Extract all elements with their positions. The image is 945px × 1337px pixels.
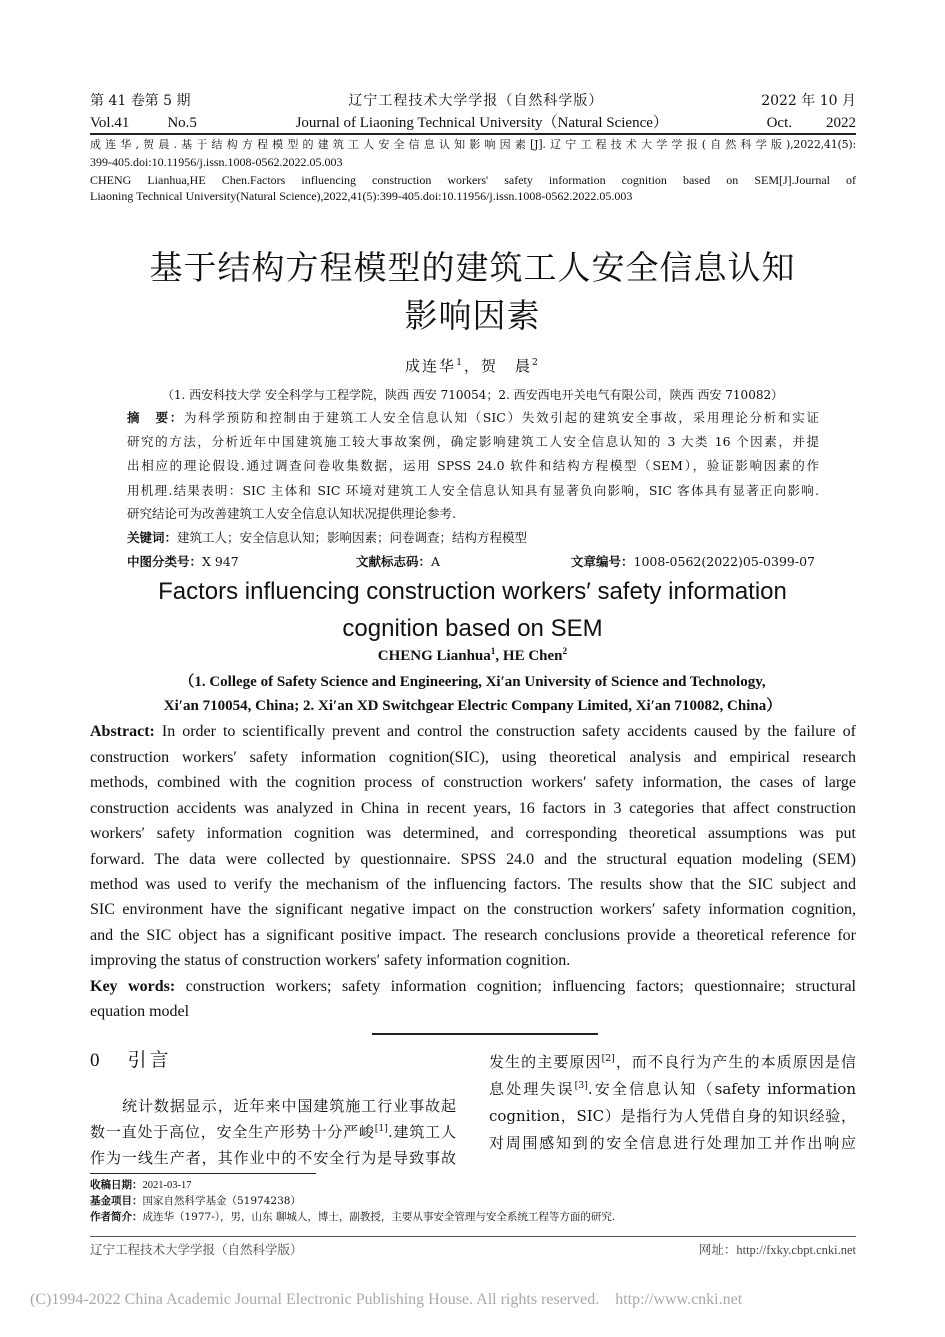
clc-value: X 947 — [202, 554, 239, 569]
doc-code-label: 文献标志码： — [356, 554, 432, 569]
author-bio-label: 作者简介： — [90, 1211, 143, 1223]
abstract-en-line: construction workers′ safety information cognition(SIC), using theoretical analysis and empirical research — [90, 749, 856, 766]
body-right-line3: cognition，SIC）是指行为人凭借自身的知识经验， — [489, 1107, 856, 1125]
footnote-fund — [90, 1194, 301, 1208]
reference-link-3[interactable]: [3] — [574, 1080, 588, 1091]
authors-en — [0, 646, 945, 666]
clc-number — [127, 552, 239, 572]
journal-name-cn: 辽宁工程技术大学学报（自然科学版） — [348, 93, 604, 109]
section-heading — [90, 1047, 172, 1074]
abstract-en-line: and the SIC object has a significant positive impact. The research conclusions provide a theoretical reference for — [90, 927, 856, 944]
section-title: 引言 — [127, 1049, 172, 1071]
abstract-en-line: improving the status of construction workers′ safety information cognition. — [90, 952, 571, 969]
abstract-cn-line: 研究结论可为改善建筑工人安全信息认知状况提供理论参考. — [127, 506, 456, 521]
body-left-line1: 统计数据显示，近年来中国建筑施工行业事故起 — [122, 1097, 456, 1115]
footer-url-label: 网址： — [698, 1242, 737, 1257]
author-cn-2: 贺 晨 — [481, 357, 533, 375]
article-number-label: 文章编号： — [571, 554, 634, 569]
body-left-line2 — [90, 1121, 456, 1143]
author-cn-1-affil: 1 — [456, 357, 464, 368]
author-cn-1: 成连华 — [405, 357, 457, 375]
abstract-en-line — [90, 721, 856, 743]
journal-name-en: Journal of Liaoning Technical University（Natural Science） — [295, 115, 668, 131]
volume-en: Vol.41 — [90, 115, 130, 131]
issue-cn: 第 41 卷第 5 期 — [90, 93, 191, 109]
received-date: 2021-03-17 — [142, 1180, 192, 1191]
footnote-author — [90, 1210, 615, 1224]
abstract-cn-line — [127, 407, 819, 429]
body-left-text: .建筑工人 — [387, 1123, 456, 1141]
clc-label: 中图分类号： — [127, 554, 203, 569]
footer-journal: 辽宁工程技术大学学报（自然科学版） — [90, 1242, 303, 1257]
header-rule — [90, 133, 856, 135]
author-bio-value: 成连华（1977-），男，山东 聊城人，博士，副教授，主要从事安全管理与安全系统工程等方面的研究. — [142, 1211, 616, 1223]
author-en-2-affil: 2 — [562, 647, 568, 657]
date-cn: 2022 年 10 月 — [761, 93, 856, 109]
keywords-en-line2: equation model — [90, 1003, 190, 1020]
footnote-rule — [90, 1173, 316, 1174]
abstract-cn-line: 出相应的理论假设.通过调查问卷收集数据，运用 SPSS 24.0 软件和结构方程模型（SEM），验证影响因素的作 — [127, 458, 819, 473]
authors-cn — [0, 356, 945, 376]
citation-cn-line1: 成连华,贺晨.基于结构方程模型的建筑工人安全信息认知影响因素[J].辽宁工程技术大学学报(自然科学版),2022,41(5): — [90, 138, 856, 151]
doc-code-value: A — [431, 554, 441, 569]
body-left-text: 数一直处于高位，安全生产形势十分严峻 — [90, 1123, 375, 1141]
affiliation-en-line1: （1. College of Safety Science and Engineering, Xi′an University of Science and Technology, — [179, 674, 766, 690]
article-number-value: 1008-0562(2022)05-0399-07 — [633, 554, 815, 569]
article-number — [571, 552, 815, 572]
author-separator: ， — [463, 357, 481, 375]
abstract-en-line: methods, combined with the cognition process of construction workers′ safety information, the cases of large — [90, 774, 856, 791]
title-en-line1: Factors influencing construction workers′ safety information — [158, 578, 787, 605]
number-en: No.5 — [167, 115, 197, 131]
keywords-en-text: construction workers; safety information cognition; influencing factors; questionnaire; structural — [175, 978, 857, 995]
body-right-text: 发生的主要原因 — [489, 1053, 602, 1071]
running-header-en — [90, 114, 856, 132]
keywords-cn-label: 关键词： — [127, 530, 178, 545]
title-cn-line1: 基于结构方程模型的建筑工人安全信息认知 — [149, 248, 796, 287]
author-en-1: CHENG Lianhua — [377, 648, 491, 664]
section-number: 0 — [90, 1050, 100, 1071]
abstract-cn-label: 摘 要： — [127, 410, 184, 425]
copyright-watermark: (C)1994-2022 China Academic Journal Electronic Publishing House. All rights reserved. http://www.cnki.net — [30, 1291, 743, 1308]
year-en: 2022 — [826, 115, 856, 131]
abstract-cn-text: 为科学预防和控制由于建筑工人安全信息认知（SIC）失效引起的建筑安全事故，采用理论分析和实证 — [183, 410, 819, 425]
footer-rule — [90, 1236, 856, 1237]
abstract-en-line: method was used to verify the mechanism of the influencing factors. The results show that the SIC subject and — [90, 876, 856, 893]
affiliation-cn: （1. 西安科技大学 安全科学与工程学院，陕西 西安 710054；2. 西安西电开关电气有限公司，陕西 西安 710082） — [161, 388, 784, 402]
citation-en-line2: Liaoning Technical University(Natural Science),2022,41(5):399-405.doi:10.11956/j.issn.1008-0562.2022.05.003 — [90, 189, 633, 203]
abstract-cn-line: 用机理.结果表明：SIC 主体和 SIC 环境对建筑工人安全信息认知具有显著负向影响，SIC 客体具有显著正向影响. — [127, 483, 819, 498]
abstract-en-line: SIC environment have the significant negative impact on the construction workers′ safety information cognition, — [90, 901, 856, 918]
abstract-divider — [372, 1033, 598, 1035]
abstract-en-text: In order to scientifically prevent and control the construction safety accidents caused by the failure of — [154, 723, 856, 740]
body-left-line3: 作为一线生产者，其作业中的不安全行为是导致事故 — [90, 1149, 456, 1167]
reference-link-1[interactable]: [1] — [374, 1123, 388, 1134]
running-header-cn — [90, 92, 856, 110]
body-right-line1 — [489, 1051, 856, 1073]
fund-value: 国家自然科学基金（51974238） — [142, 1195, 301, 1207]
author-en-1-affil: 1 — [490, 647, 496, 657]
keywords-en-label: Key words: — [90, 978, 176, 995]
footer-url-link[interactable]: http://fxky.cbpt.cnki.net — [736, 1243, 856, 1257]
abstract-en-label: Abstract: — [90, 723, 155, 740]
reference-link-2[interactable]: [2] — [601, 1053, 615, 1064]
footer-url — [699, 1241, 856, 1259]
received-label: 收稿日期： — [90, 1179, 143, 1191]
abstract-cn-line: 研究的方法，分析近年中国建筑施工较大事故案例，确定影响建筑工人安全信息认知的 3 大类 16 个因素，并提 — [127, 434, 819, 449]
author-en-separator: , — [495, 648, 503, 664]
abstract-en-line: construction accidents was analyzed in China in recent years, 16 factors in 3 categories that affect construction — [90, 800, 856, 817]
body-right-line2 — [489, 1078, 856, 1100]
keywords-en-line1 — [90, 976, 856, 998]
keywords-cn — [127, 527, 819, 549]
month-en: Oct. — [766, 115, 792, 131]
body-right-text: 息处理失误 — [489, 1080, 575, 1098]
fund-label: 基金项目： — [90, 1195, 143, 1207]
title-en-line2: cognition based on SEM — [342, 615, 603, 642]
abstract-en-line: forward. The data were collected by questionnaire. SPSS 24.0 and the structural equation modeling (SEM) — [90, 851, 856, 868]
author-cn-2-affil: 2 — [532, 357, 540, 368]
footnote-received — [90, 1178, 192, 1193]
affiliation-en-line2: Xi′an 710054, China; 2. Xi′an XD Switchgear Electric Company Limited, Xi′an 710082, China） — [163, 698, 782, 714]
title-cn-line2: 影响因素 — [404, 296, 541, 335]
citation-cn-line2: 399-405.doi:10.11956/j.issn.1008-0562.2022.05.003 — [90, 155, 343, 169]
body-right-line4: 对周围感知到的安全信息进行处理加工并作出响应 — [489, 1134, 856, 1152]
keywords-cn-text: 建筑工人；安全信息认知；影响因素；问卷调查；结构方程模型 — [177, 530, 528, 545]
abstract-en-line: workers′ safety information cognition was determined, and corresponding theoretical assumptions was put — [90, 825, 856, 842]
author-en-2: HE Chen — [502, 648, 563, 664]
citation-en-line1: CHENG Lianhua,HE Chen.Factors influencing construction workers' safety information cognition based on SEM[J].Journal of — [90, 173, 856, 187]
body-right-text: ，而不良行为产生的本质原因是信 — [614, 1053, 856, 1071]
document-code — [356, 552, 440, 572]
body-right-text: .安全信息认知（safety information — [587, 1080, 856, 1098]
